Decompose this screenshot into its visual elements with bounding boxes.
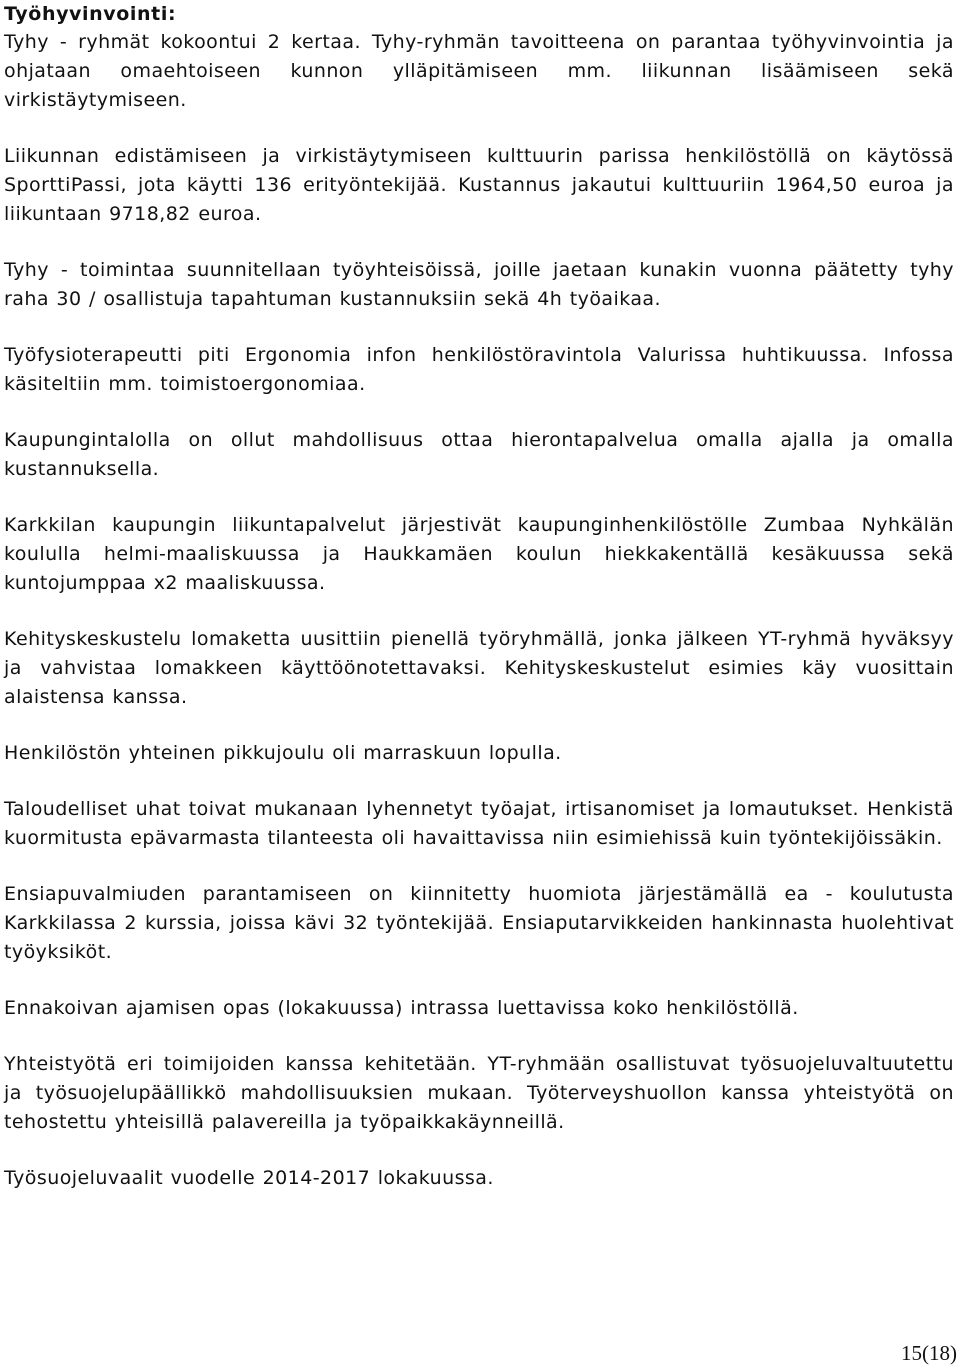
paragraph-sports-services: Karkkilan kaupungin liikuntapalvelut järjestivät kaupunginhenkilöstölle Zumbaa Nyhkälän koululla helmi-maaliskuussa ja Haukkamäen koulun hiekkakentällä kesäkuussa sekä kuntojumppaa x2 maaliskuussa.	[4, 514, 954, 594]
document-body	[4, 0, 954, 1220]
section-heading: Työhyvinvointi:	[4, 3, 177, 25]
paragraph-tyhy-groups: Tyhy - ryhmät kokoontui 2 kertaa. Tyhy-ryhmän tavoitteena on parantaa työhyvinvointia ja ohjataan omaehtoiseen kunnon ylläpitämiseen mm. liikunnan lisäämiseen sekä virkistäytymiseen.	[4, 31, 954, 111]
paragraph-safety-elections: Työsuojeluvaalit vuodelle 2014-2017 lokakuussa.	[4, 1167, 494, 1189]
paragraph-development-discussion: Kehityskeskustelu lomaketta uusittiin pienellä työryhmällä, jonka jälkeen YT-ryhmä hyväksyy ja vahvistaa lomakkeen käyttöönotettavaksi. Kehityskeskustelut esimies käy vuosittain alaistensa kanssa.	[4, 628, 954, 708]
paragraph-christmas-party: Henkilöstön yhteinen pikkujoulu oli marraskuun lopulla.	[4, 742, 562, 764]
page-number: 15(18)	[901, 1341, 957, 1365]
paragraph-ergonomics-info: Työfysioterapeutti piti Ergonomia infon henkilöstöravintola Valurissa huhtikuussa. Infossa käsiteltiin mm. toimistoergonomiaa.	[4, 344, 954, 395]
paragraph-sporttipassi: Liikunnan edistämiseen ja virkistäytymiseen kulttuurin parissa henkilöstöllä on käytössä SporttiPassi, jota käytti 136 erityöntekijää. Kustannus jakautui kulttuuriin 1964,50 euroa ja liikuntaan 9718,82 euroa.	[4, 145, 954, 225]
paragraph-driving-guide: Ennakoivan ajamisen opas (lokakuussa) intrassa luettavissa koko henkilöstöllä.	[4, 997, 799, 1019]
paragraph-tyhy-activities: Tyhy - toimintaa suunnitellaan työyhteisöissä, joille jaetaan kunakin vuonna päätetty tyhy raha 30 / osallistuja tapahtuman kustannuksiin sekä 4h työaikaa.	[4, 259, 954, 310]
paragraph-cooperation: Yhteistyötä eri toimijoiden kanssa kehitetään. YT-ryhmään osallistuvat työsuojeluvaltuutettu ja työsuojelupäällikkö mahdollisuuksien mukaan. Työterveyshuollon kanssa yhteistyötä on tehostettu yhteisillä palavereilla ja työpaikkakäynneillä.	[4, 1053, 954, 1133]
paragraph-first-aid: Ensiapuvalmiuden parantamiseen on kiinnitetty huomiota järjestämällä ea - koulutusta Karkkilassa 2 kurssia, joissa kävi 32 työntekijää. Ensiaputarvikkeiden hankinnasta huolehtivat työyksiköt.	[4, 883, 954, 963]
paragraph-massage-service: Kaupungintalolla on ollut mahdollisuus ottaa hierontapalvelua omalla ajalla ja omalla kustannuksella.	[4, 429, 954, 480]
paragraph-economic-threats: Taloudelliset uhat toivat mukanaan lyhennetyt työajat, irtisanomiset ja lomautukset. Henkistä kuormitusta epävarmasta tilanteesta oli havaittavissa niin esimiehissä kuin työntekijöissäkin.	[4, 798, 954, 849]
